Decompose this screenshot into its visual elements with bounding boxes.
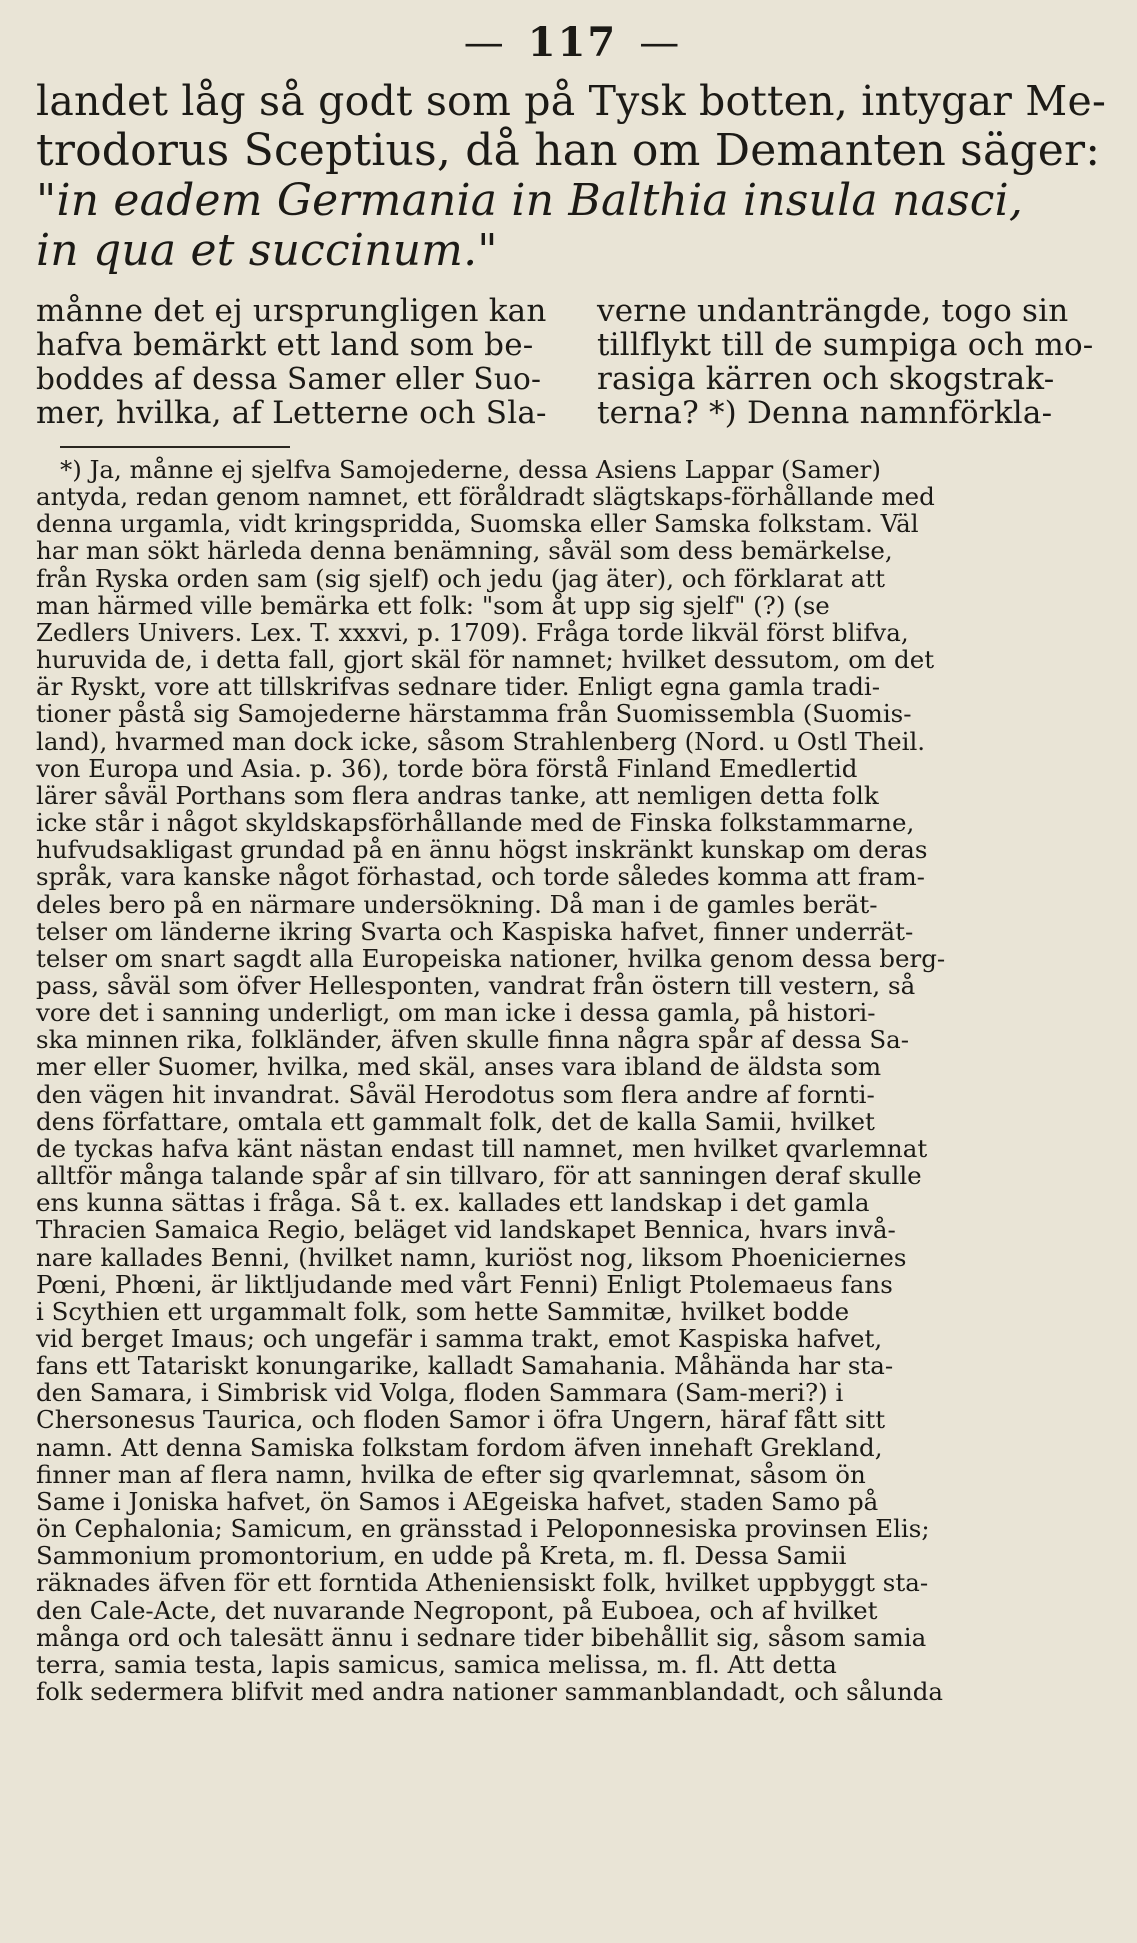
footnote-line: namn. Att denna Samiska folkstam fordom äfven innehaft Grekland,: [36, 1432, 883, 1462]
text-line: hafva bemärkt ett land som be-: [36, 327, 534, 363]
footnote-line: telser om snart sagdt alla Europeiska nationer, hvilka genom dessa berg-: [36, 943, 946, 973]
footnote-line: mer eller Suomer, hvilka, med skäl, anses vara ibland de äldsta som: [36, 1052, 882, 1082]
main-text-large: [36, 76, 1109, 276]
footnote-line: land), hvarmed man dock icke, såsom Strahlenberg (Nord. u Ostl Theil.: [36, 726, 926, 756]
footnote-line: huruvida de, i detta fall, gjort skäl för namnet; hvilket dessutom, om det: [36, 645, 935, 675]
footnote-line: ens kunna sättas i fråga. Så t. ex. kallades ett landskap i det gamla: [36, 1188, 870, 1218]
text-line: tillflykt till de sumpiga och mo-: [597, 327, 1094, 363]
footnote-line: från Ryska orden sam (sig sjelf) och jedu (jag äter), och förklarat att: [36, 563, 885, 593]
footnote-line: Thracien Samaica Regio, beläget vid landskapet Bennica, hvars invå-: [36, 1215, 896, 1245]
text-line: "in eadem Germania in Balthia insula nasci,: [36, 175, 1024, 226]
right-column: [597, 294, 1109, 430]
footnote-line: den Samara, i Simbrisk vid Volga, floden Sammara (Sam-meri?) i: [36, 1378, 844, 1408]
footnote-line: denna urgamla, vidt kringspridda, Suomska eller Samska folkstam. Väl: [36, 509, 919, 539]
footnote-line: den Cale-Acte, det nuvarande Negropont, på Euboea, och af hvilket: [36, 1595, 878, 1625]
text-line: boddes af dessa Samer eller Suo-: [36, 362, 542, 396]
footnote-line: vore det i sanning underligt, om man icke i dessa gamla, på histori-: [36, 998, 876, 1028]
footnote-line: Pœni, Phœni, är liktljudande med vårt Fenni) Enligt Ptolemaeus fans: [36, 1269, 893, 1299]
footnote-line: *) Ja, månne ej sjelfva Samojederne, dessa Asiens Lappar (Samer): [60, 455, 881, 484]
footnote-line: icke står i något skyldskapsförhållande med de Finska folkstammarne,: [36, 808, 915, 838]
footnote-line: ska minnen rika, folkländer, äfven skulle finna några spår af dessa Sa-: [36, 1025, 910, 1055]
footnote-line: telser om länderne ikring Svarta och Kaspiska hafvet, finner underrät-: [36, 916, 914, 946]
footnote-line: Chersonesus Taurica, och floden Samor i öfra Ungern, häraf fått sitt: [36, 1405, 886, 1435]
footnote-line: man härmed ville bemärka ett folk: "som åt upp sig sjelf" (?) (se: [36, 590, 830, 620]
page-header: [36, 0, 1109, 76]
text-line: terna? *) Denna namnförkla-: [597, 395, 1053, 431]
footnote-line: har man sökt härleda denna benämning, såväl som dess bemärkelse,: [36, 536, 893, 566]
page-number: — 117 —: [442, 19, 704, 66]
footnote-line: finner man af flera namn, hvilka de efter sig qvarlemnat, såsom ön: [36, 1459, 866, 1489]
text-line: verne undanträngde, togo sin: [597, 293, 1069, 329]
footnote-line: språk, vara kanske något förhastad, och torde således komma att fram-: [36, 862, 925, 892]
footnote-line: lärer såväl Porthans som flera andras tanke, att nemligen detta folk: [36, 780, 879, 810]
footnote-line: i Scythien ett urgammalt folk, som hette Sammitæ, hvilket bodde: [36, 1296, 850, 1326]
left-column: [36, 294, 548, 430]
footnote-line: den vägen hit invandrat. Såväl Herodotus som flera andre af fornti-: [36, 1079, 875, 1109]
footnote-line: antyda, redan genom namnet, ett föråldradt slägtskaps-förhållande med: [36, 482, 935, 512]
footnote-line: nare kallades Benni, (hvilket namn, kuriöst nog, liksom Phoeniciernes: [36, 1242, 907, 1272]
footnote-line: Same i Joniska hafvet, ön Samos i AEgeiska hafvet, staden Samo på: [36, 1486, 879, 1516]
footnote-line: de tyckas hafva känt nästan endast till namnet, men hvilket qvarlemnat: [36, 1133, 928, 1163]
footnote-line: folk sedermera blifvit med andra nationer sammanblandadt, och sålunda: [36, 1677, 944, 1707]
text-line: rasiga kärren och skogstrak-: [597, 361, 1055, 397]
footnote-line: är Ryskt, vore att tillskrifvas sednare tider. Enligt egna gamla tradi-: [36, 672, 880, 702]
footnote: [36, 456, 1109, 1705]
text-line: in qua et succinum.": [36, 225, 498, 276]
footnote-line: fans ett Tatariskt konungarike, kalladt Samahania. Måhända har sta-: [36, 1351, 894, 1381]
footnote-line: alltför många talande spår af sin tillvaro, för att sanningen deraf skulle: [36, 1161, 922, 1191]
footnote-line: terra, samia testa, lapis samicus, samica melissa, m. fl. Att detta: [36, 1649, 837, 1679]
text-line: trodorus Sceptius, då han om Demanten säger:: [36, 125, 1101, 176]
footnote-line: räknades äfven för ett forntida Atheniensiskt folk, hvilket uppbyggt sta-: [36, 1568, 929, 1598]
footnote-line: Sammonium promontorium, en udde på Kreta, m. fl. Dessa Samii: [36, 1541, 847, 1571]
text-line: mer, hvilka, af Letterne och Sla-: [36, 395, 547, 431]
footnote-line: många ord och talesätt ännu i sednare tider bibehållit sig, såsom samia: [36, 1622, 927, 1652]
text-line: månne det ej ursprungligen kan: [36, 293, 547, 329]
footnote-line: von Europa und Asia. p. 36), torde böra förstå Finland Emedlertid: [36, 753, 858, 783]
footnote-line: deles bero på en närmare undersökning. Då man i de gamles berät-: [36, 889, 878, 919]
footnote-line: tioner påstå sig Samojederne härstamma från Suomissembla (Suomis-: [36, 699, 912, 729]
footnote-divider: [60, 446, 290, 448]
footnote-line: dens författare, omtala ett gammalt folk, det de kalla Samii, hvilket: [36, 1106, 875, 1136]
text-line: landet låg så godt som på Tysk botten, intygar Me-: [36, 77, 1106, 125]
two-column-text: [36, 294, 1109, 430]
footnote-line: hufvudsakligast grundad på en ännu högst inskränkt kunskap om deras: [36, 835, 928, 865]
footnote-line: vid berget Imaus; och ungefär i samma trakt, emot Kaspiska hafvet,: [36, 1324, 883, 1353]
footnote-line: ön Cephalonia; Samicum, en gränsstad i Peloponnesiska provinsen Elis;: [36, 1514, 930, 1544]
footnote-line: Zedlers Univers. Lex. T. xxxvi, p. 1709). Fråga torde likväl först blifva,: [36, 617, 909, 647]
footnote-line: pass, såväl som öfver Hellesponten, vandrat från östern till vestern, så: [36, 970, 916, 1000]
